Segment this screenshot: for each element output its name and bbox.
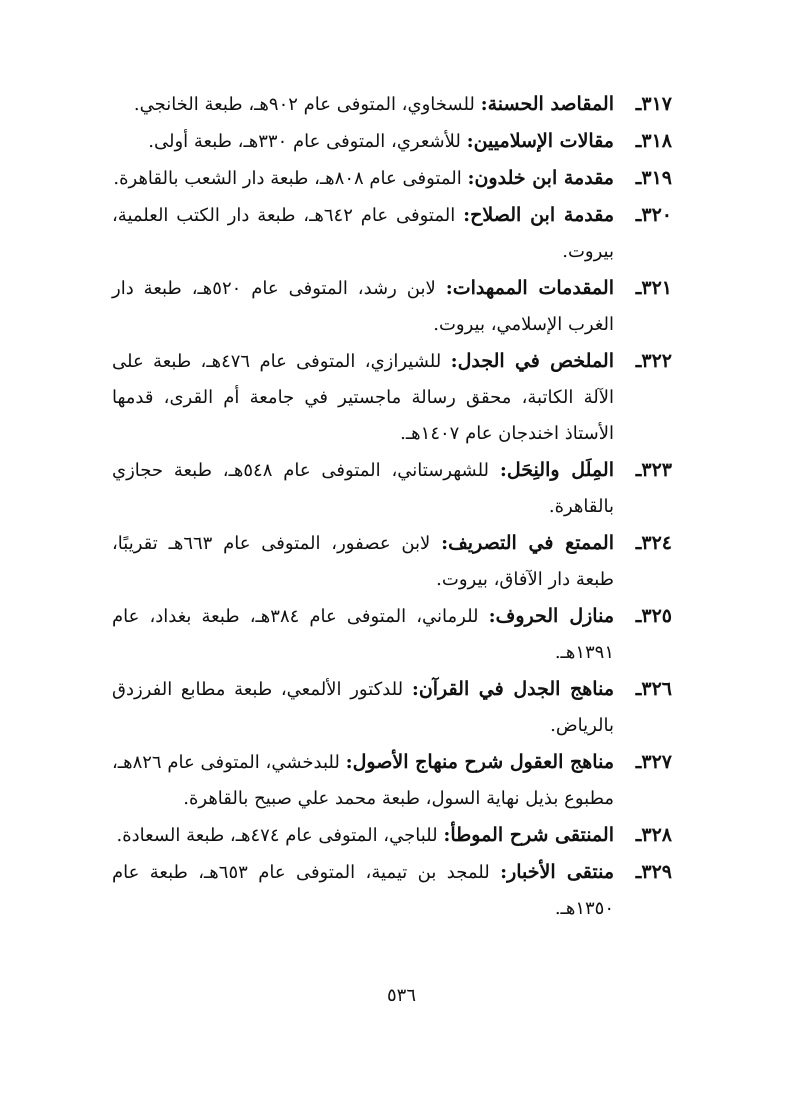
- entry-title: منتقى الأخبار:: [500, 861, 614, 883]
- bibliography-entry: [112, 86, 672, 123]
- bibliography-entry: [112, 343, 672, 452]
- bibliography-entry: [112, 525, 672, 598]
- entry-title: مناهج العقول شرح منهاج الأصول:: [345, 751, 614, 773]
- entry-number: ٣٢٤ـ: [635, 532, 672, 554]
- entry-title: الممتع في التصريف:: [441, 532, 614, 554]
- bibliography-entry: [112, 671, 672, 744]
- entry-title: المِلَل والنِحَل:: [499, 459, 614, 481]
- entry-title: المنتقى شرح الموطأ:: [443, 824, 614, 846]
- bibliography-entry: [112, 598, 672, 671]
- bibliography-entry: [112, 452, 672, 525]
- entry-number: ٣٢٢ـ: [635, 350, 672, 372]
- entry-text: للشهرستاني، المتوفى عام ٥٤٨هـ، طبعة حجازي بالقاهرة.: [112, 460, 614, 517]
- entry-number: ٣٢٧ـ: [635, 751, 672, 773]
- bibliography-entry: [112, 197, 672, 270]
- entry-text: للشيرازي، المتوفى عام ٤٧٦هـ، طبعة على الآلة الكاتبة، محقق رسالة ماجستير في جامعة أم القرى، قدمها الأستاذ اخندجان عام ١٤٠٧هـ.: [112, 351, 614, 444]
- entry-text: للسخاوي، المتوفى عام ٩٠٢هـ، طبعة الخانجي.: [133, 94, 481, 115]
- entry-text: المتوفى عام ٨٠٨هـ، طبعة دار الشعب بالقاهرة.: [113, 168, 468, 189]
- bibliography-entry: [112, 817, 672, 854]
- entry-number: ٣٢٨ـ: [635, 824, 672, 846]
- entry-number: ٣٢٥ـ: [635, 605, 672, 627]
- entry-title: مقدمة ابن الصلاح:: [463, 204, 615, 226]
- entry-text: المتوفى عام ٦٤٢هـ، طبعة دار الكتب العلمية، بيروت.: [112, 205, 614, 262]
- entry-number: ٣٢١ـ: [635, 277, 672, 299]
- entry-text: للباجي، المتوفى عام ٤٧٤هـ، طبعة السعادة.: [116, 825, 444, 846]
- entry-title: مقدمة ابن خلدون:: [467, 167, 614, 189]
- entry-number: ٣١٩ـ: [635, 167, 672, 189]
- entry-text: للدكتور الألمعي، طبعة مطابع الفرزدق بالرياض.: [112, 679, 614, 736]
- entry-text: للمجد بن تيمية، المتوفى عام ٦٥٣هـ، طبعة عام ١٣٥٠هـ.: [112, 862, 614, 919]
- entry-title: مقالات الإسلاميين:: [466, 130, 614, 152]
- bibliography-entry: [112, 123, 672, 160]
- bibliography-entry: [112, 160, 672, 197]
- entry-title: المقدمات الممهدات:: [445, 277, 614, 299]
- bibliography-entry: [112, 270, 672, 343]
- bibliography-list: [112, 86, 672, 927]
- entry-text: لابن رشد، المتوفى عام ٥٢٠هـ، طبعة دار الغرب الإسلامي، بيروت.: [112, 278, 614, 335]
- bibliography-entry: [112, 744, 672, 817]
- entry-number: ٣٢٦ـ: [635, 678, 672, 700]
- entry-number: ٣١٧ـ: [635, 93, 672, 115]
- entry-title: منازل الحروف:: [488, 605, 614, 627]
- entry-text: للأشعري، المتوفى عام ٣٣٠هـ، طبعة أولى.: [148, 131, 467, 152]
- entry-title: مناهج الجدل في القرآن:: [411, 678, 615, 700]
- entry-text: للرماني، المتوفى عام ٣٨٤هـ، طبعة بغداد، عام ١٣٩١هـ.: [112, 606, 614, 663]
- entry-number: ٣١٨ـ: [635, 130, 672, 152]
- page-number: ٥٣٦: [386, 985, 416, 1006]
- bibliography-entry: [112, 854, 672, 927]
- entry-number: ٣٢٩ـ: [635, 861, 672, 883]
- entry-text: للبدخشي، المتوفى عام ٨٢٦هـ، مطبوع بذيل نهاية السول، طبعة محمد علي صبيح بالقاهرة.: [112, 752, 614, 809]
- entry-title: المقاصد الحسنة:: [480, 93, 614, 115]
- entry-number: ٣٢٠ـ: [635, 204, 672, 226]
- entry-text: لابن عصفور، المتوفى عام ٦٦٣هـ تقريبًا، طبعة دار الآفاق، بيروت.: [112, 533, 614, 590]
- entry-number: ٣٢٣ـ: [635, 459, 672, 481]
- entry-title: الملخص في الجدل:: [450, 350, 614, 372]
